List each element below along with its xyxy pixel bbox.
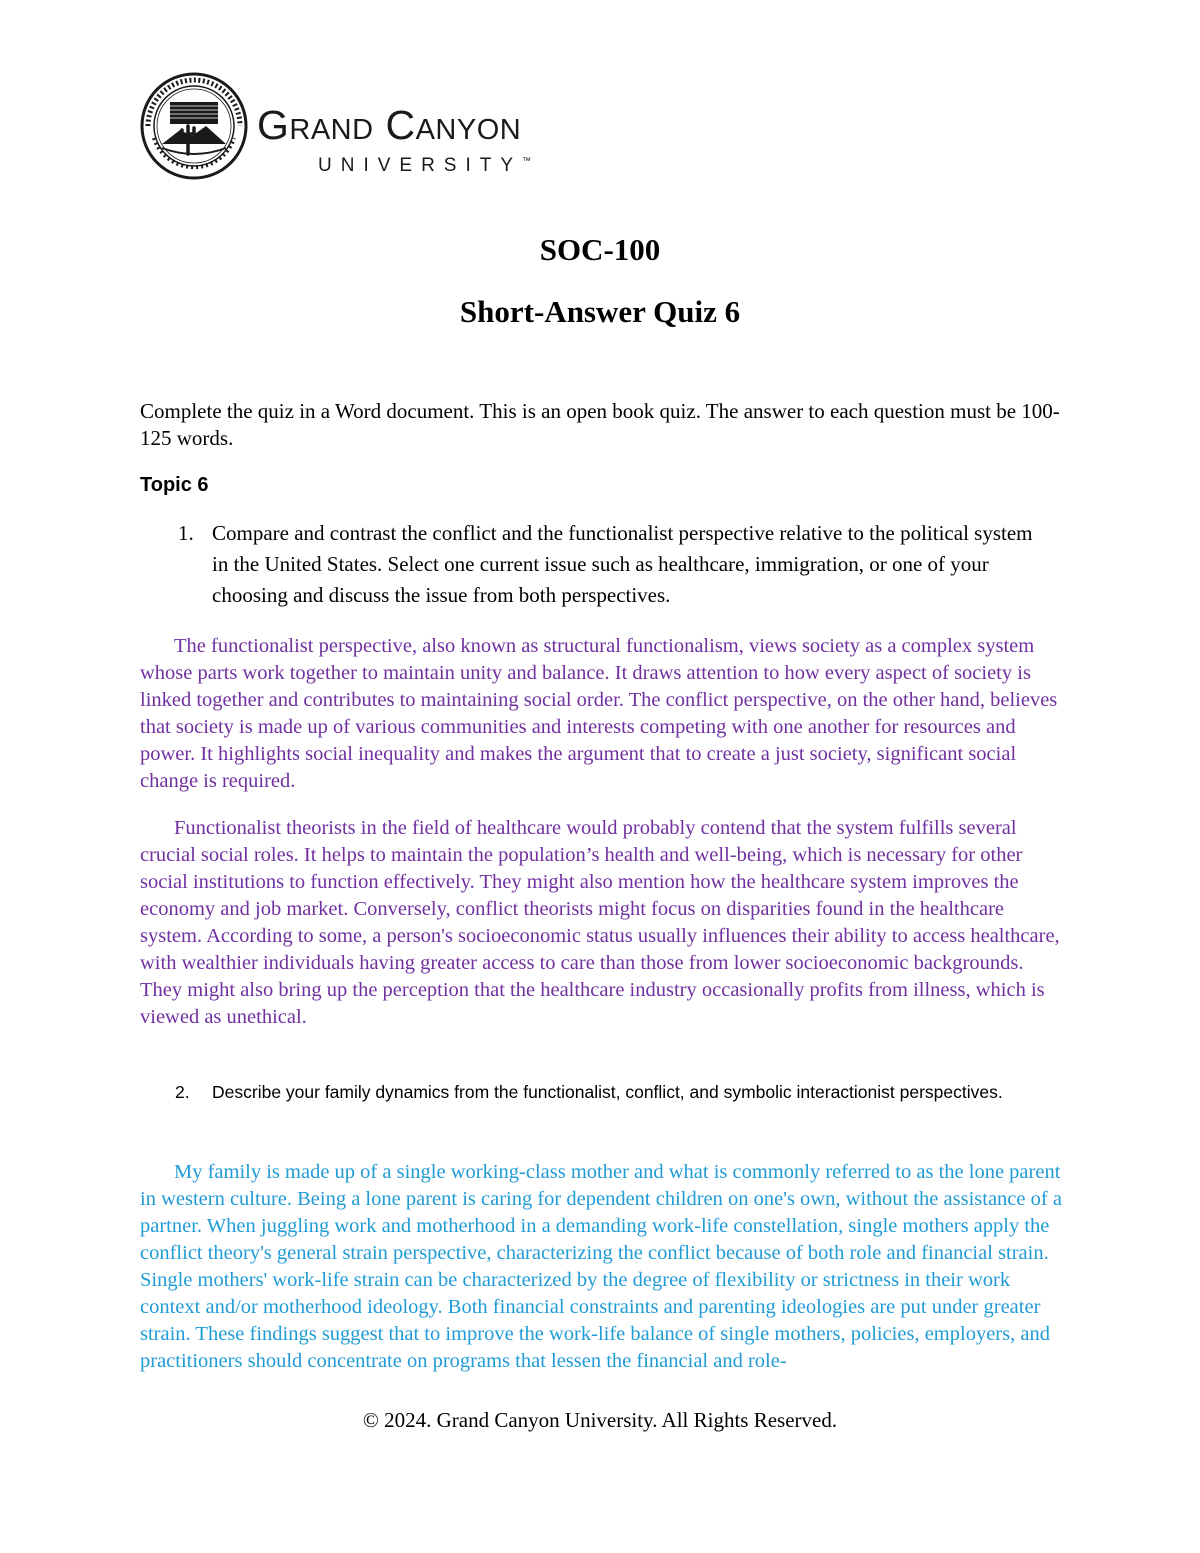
topic-heading: Topic 6 [140,474,209,496]
course-code: SOC-100 [539,232,661,267]
answer-1-paragraph-1: The functionalist perspective, also known as structural functionalism, views society as a complex system whose parts work together to maintain unity and balance. It draws attention to how every aspect of society is linked together and contributes to maintaining social order. The conflict perspective, on the other hand, believes that society is made up of various communities and interests competing with one another for resources and power. It highlights social inequality and makes the argument that to create a just society, significant social change is required. [140,635,1058,792]
question-number: 2. [175,1082,190,1102]
question-2 [140,1077,1040,1107]
copyright-footer: © 2024. Grand Canyon University. All Rights Reserved. [362,1408,838,1432]
answer-1-paragraph-2: Functionalist theorists in the field of healthcare would probably contend that the system fulfills several crucial social roles. It helps to maintain the population’s health and well-being, which is necessary for other social institutions to function effectively. They might also mention how the healthcare system improves the economy and job market. Conversely, conflict theorists might focus on disparities found in the healthcare system. According to some, a person's socioeconomic status usually influences their ability to access healthcare, with wealthier individuals having greater access to care than those from lower socioeconomic backgrounds. They might also bring up the perception that the healthcare industry occasionally profits from illness, which is viewed as unethical. [140,817,1060,1028]
question-text: Compare and contrast the conflict and the functionalist perspective relative to the political system in the United States. Select one current issue such as healthcare, immigration, or one of your choosing and discuss the issue from both perspectives. [212,521,1033,607]
question-number: 1. [178,521,194,545]
university-seal-icon [140,72,248,180]
wordmark-university: UNIVERSITY™ [318,155,532,176]
quiz-title: Short-Answer Quiz 6 [459,294,741,329]
answer-2-paragraph-1: My family is made up of a single working-class mother and what is commonly referred to as the lone parent in western culture. Being a lone parent is caring for dependent children on one's own, without the assistance of a partner. When juggling work and motherhood in a demanding work-life constellation, single mothers apply the conflict theory's general strain perspective, characterizing the conflict because of both role and financial strain. Single mothers' work-life strain can be characterized by the degree of flexibility or strictness in their work context and/or motherhood ideology. Both financial constraints and parenting ideologies are put under greater strain. These findings suggest that to improve the work-life balance of single mothers, policies, employers, and practitioners should concentrate on programs that lessen the financial and role- [140,1161,1062,1372]
wordmark-grand-canyon: Grand Canyon [257,102,522,148]
instructions: Complete the quiz in a Word document. This is an open book quiz. The answer to each question must be 100-125 words. [140,399,1060,450]
question-1 [140,518,1040,611]
question-text: Describe your family dynamics from the functionalist, conflict, and symbolic interactionist perspectives. [212,1082,1003,1102]
university-logo [140,72,620,194]
